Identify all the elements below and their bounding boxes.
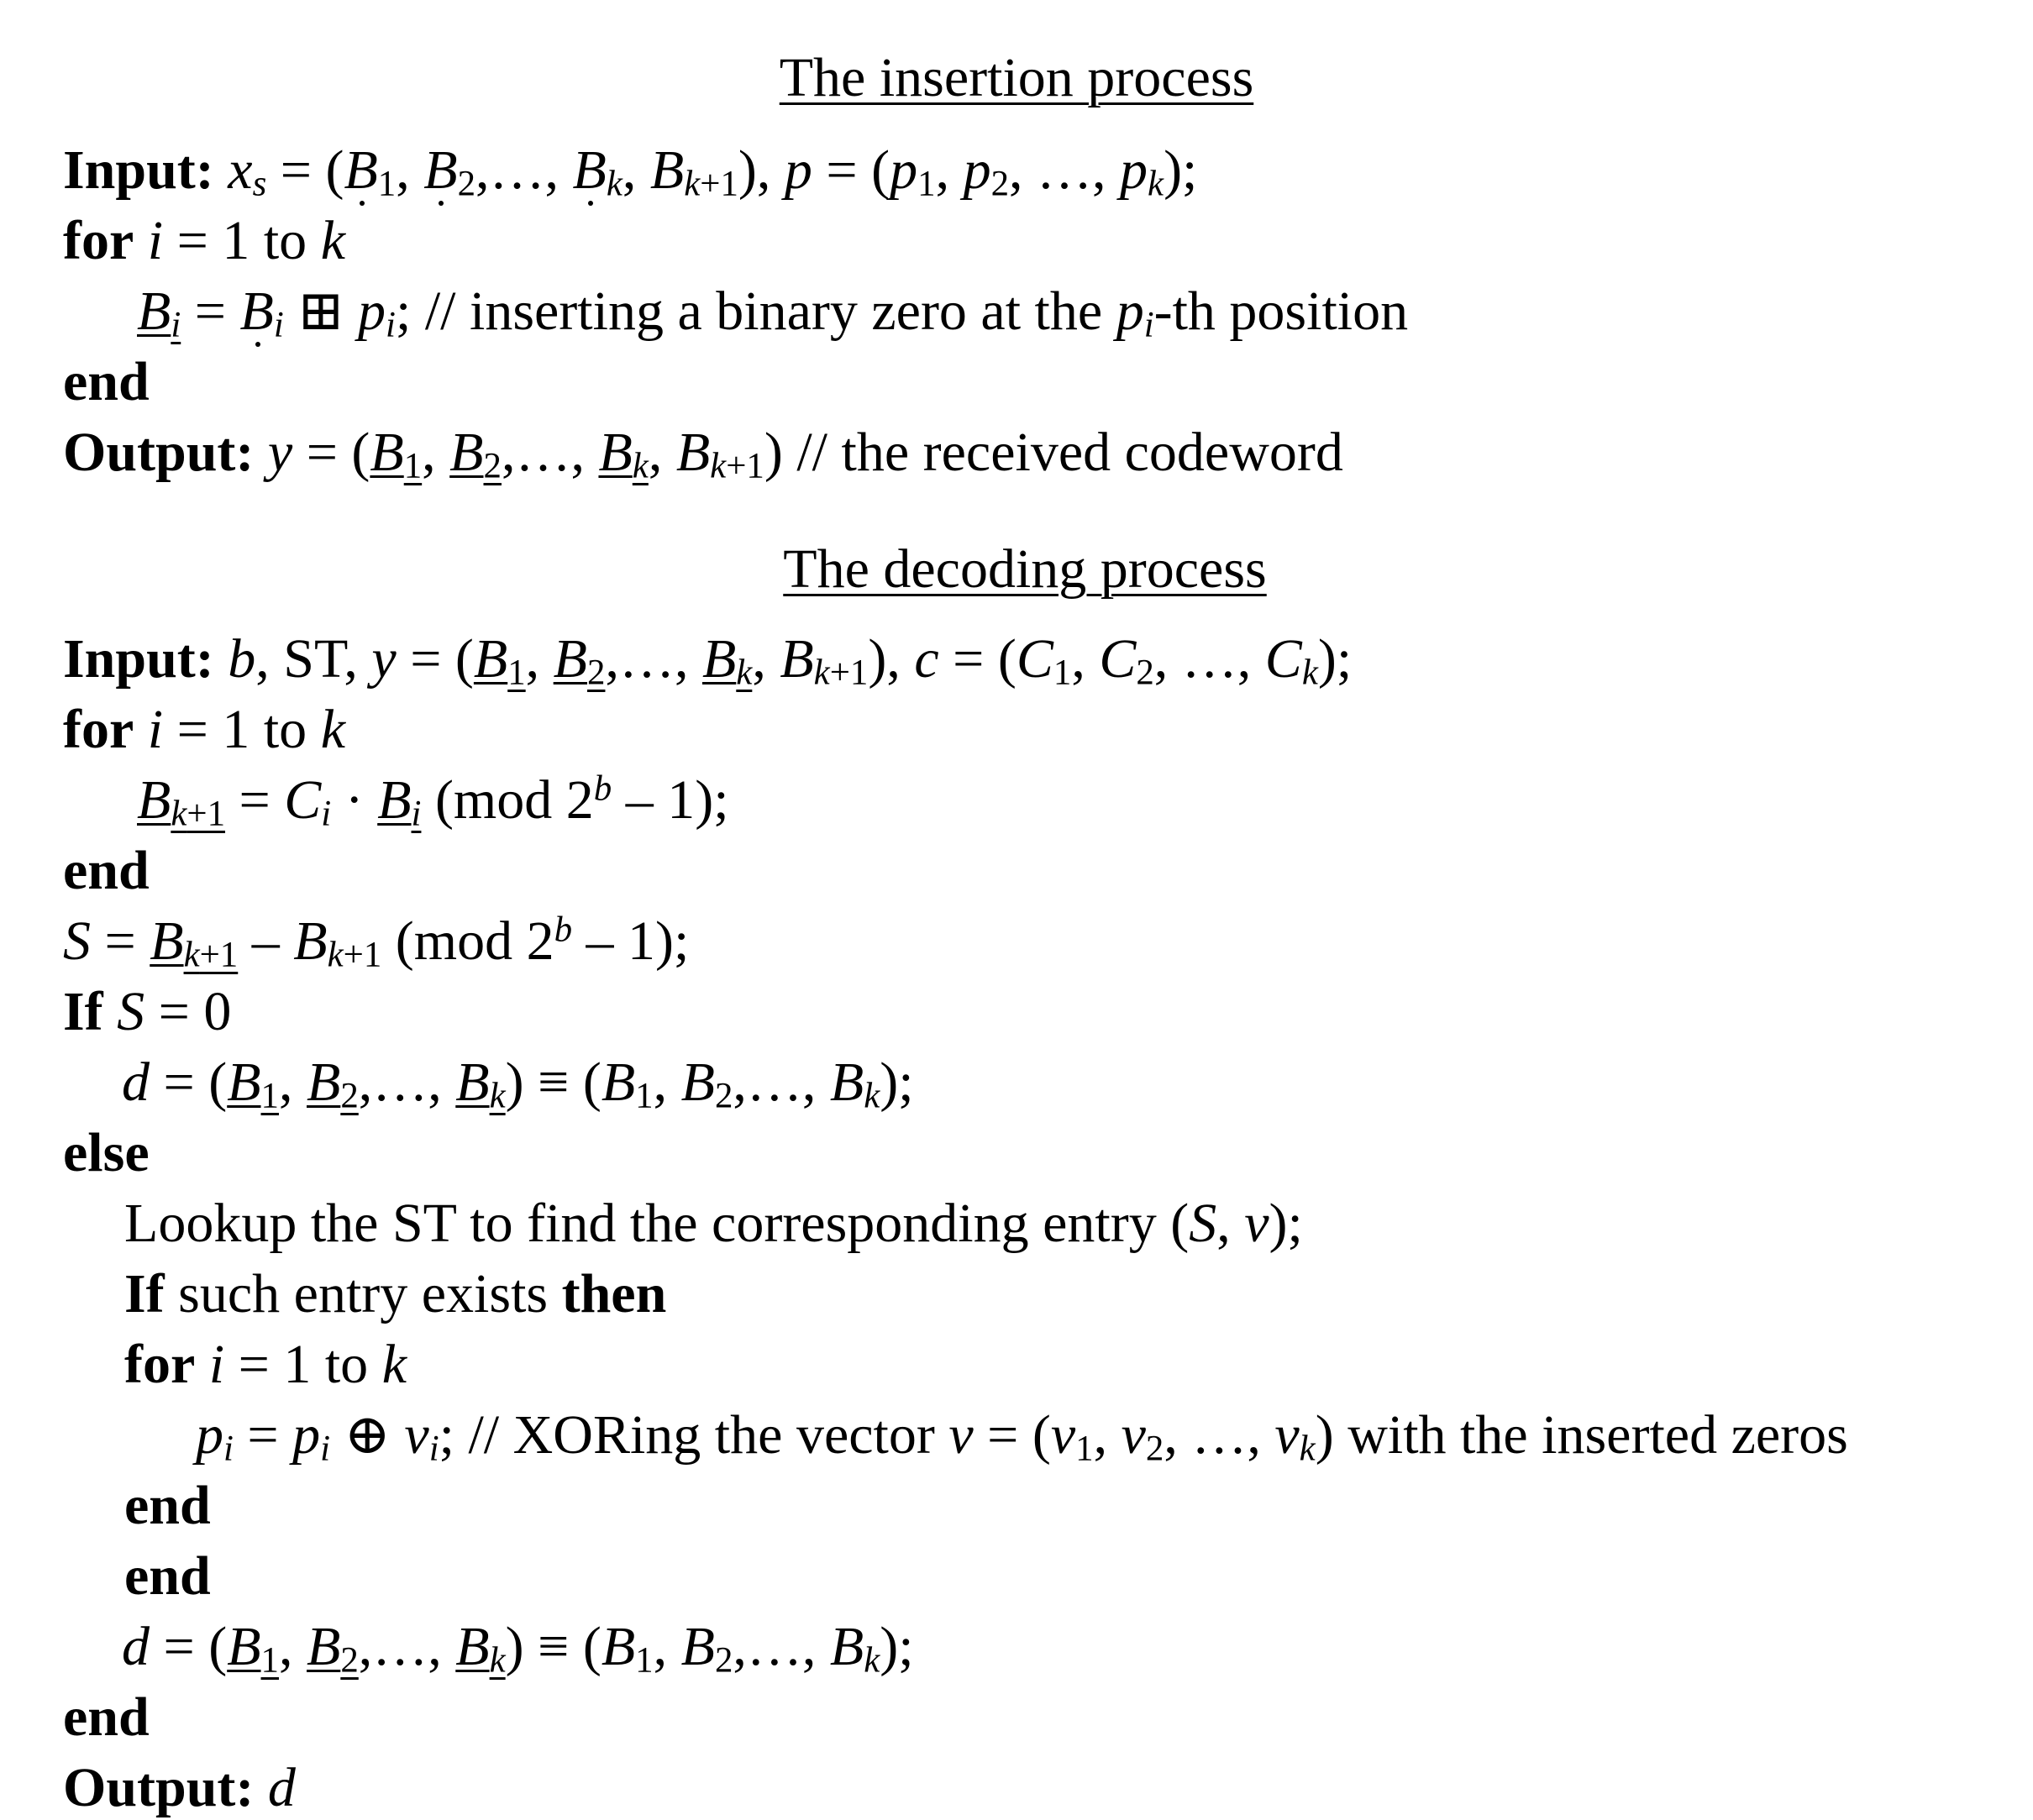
decoding-else: else <box>63 1122 150 1183</box>
insertion-for-line: for i = 1 to k <box>63 210 345 271</box>
insertion-output-line: Output: $y = (B_1$, $B_2,\dots$, $B_k$, $B_{k+1}$) // the received codeword <box>63 422 1343 486</box>
decoding-syndrome-line: $S = B_{k+1} - B_{k+1}$ (mod 2$^b$ – 1); <box>63 910 690 975</box>
insertion-end: end <box>63 351 150 412</box>
insertion-title: The insertion process <box>779 47 1254 108</box>
insertion-input-line: Input: $x_s = (B_1$, $B_2,\dots$, $B_k$, $B_{k+1}$), $p = (p_1$, $p_2$, …, $p_k$); <box>63 139 1198 204</box>
decoding-lookup-line: Lookup the ST to find the corresponding entry (S, v); <box>124 1193 1303 1254</box>
decoding-output-line: Output: d <box>63 1757 296 1818</box>
decoding-accumulate-line: $B_{k+1} = C_i \cdot B_i$ (mod 2$^b$ – 1); <box>137 768 729 834</box>
decoding-xor-line: $p_i = p_i$ ⊕ $v_i$; // XORing the vector $v = (v_1$, $v_2$, …, $v_k$) with the inserted zeros <box>196 1404 1848 1469</box>
decoding-if-end: end <box>63 1686 150 1748</box>
decoding-input-line: Input: b, ST, $y = (B_1$, $B_2,\dots$, $B_k$, $B_{k+1}$), $c = (C_1$, $C_2$, …, $C_k$); <box>63 628 1353 693</box>
decoding-d-assign-1: $d = (B_1$, $B_2,\dots$, $B_k) \equiv (B_1$, $B_2,\dots$, $B_k$); <box>122 1052 914 1116</box>
decoding-d-assign-2: $d = (B_1$, $B_2,\dots$, $B_k) \equiv (B_1$, $B_2,\dots$, $B_k$); <box>122 1616 914 1681</box>
insertion-assign-line: $B_i = B_i$ ⊞ $p_i$; // inserting a binary zero at the $p_i-th$ position <box>137 281 1409 345</box>
decoding-inner-for-line: for i = 1 to k <box>124 1334 407 1395</box>
decoding-if-entry-line: If such entry exists then <box>124 1263 667 1324</box>
decoding-if-line: If S = 0 <box>63 981 232 1042</box>
decoding-for-line: for i = 1 to k <box>63 699 345 760</box>
decoding-for-end: end <box>63 840 150 901</box>
decoding-if-entry-end: end <box>124 1545 211 1607</box>
decoding-title: The decoding process <box>783 538 1267 600</box>
decoding-inner-for-end: end <box>124 1475 211 1536</box>
